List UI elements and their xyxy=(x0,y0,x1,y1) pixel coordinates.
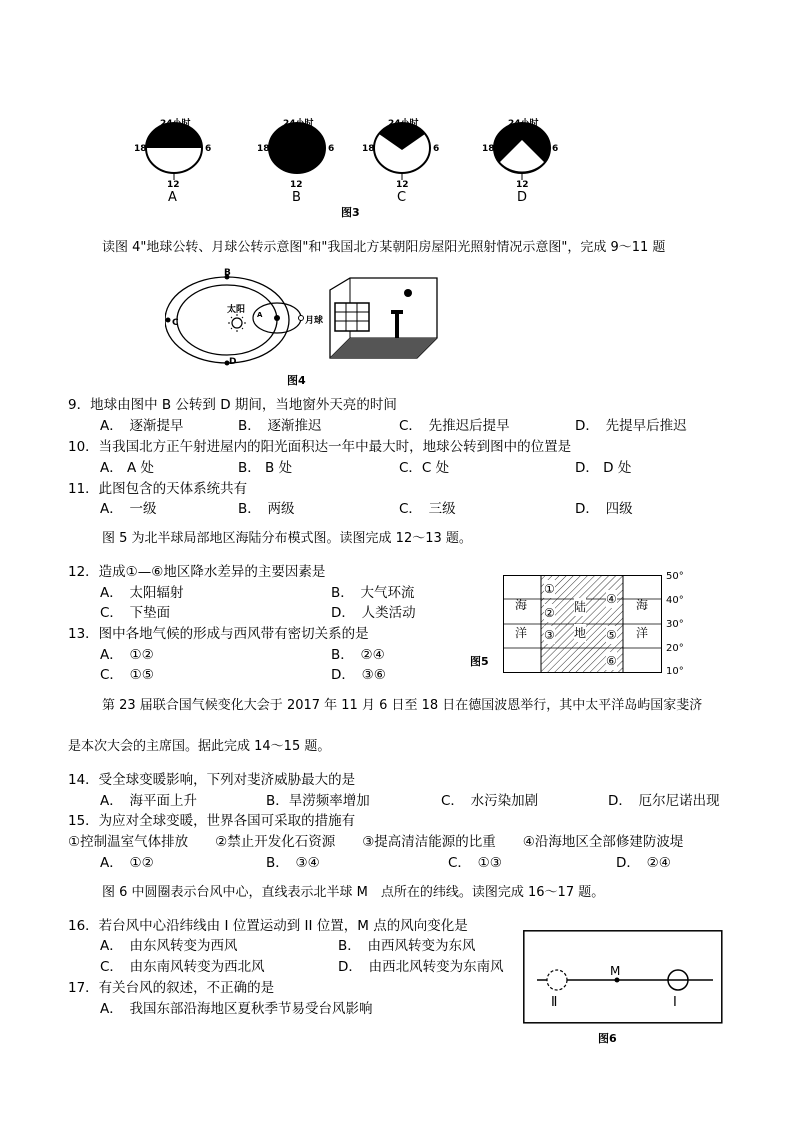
fig5-lat-30: 30° xyxy=(666,619,684,630)
fig5-region-4: ④ xyxy=(606,592,617,606)
fig5-sea-right-2: 洋 xyxy=(636,626,649,640)
fig6-pos1-label: Ⅰ xyxy=(673,995,677,1010)
q17-stem: 17．有关台风的叙述，不正确的是 xyxy=(68,980,275,996)
q11-option-b[interactable]: B． 两级 xyxy=(238,501,295,517)
figure-6-caption: 图6 xyxy=(598,1032,617,1045)
sun-icon xyxy=(232,318,242,328)
clock-a-label-bottom: 12 xyxy=(167,180,180,190)
figure-5-caption: 图5 xyxy=(470,655,489,668)
q15-option-a[interactable]: A． ①② xyxy=(100,855,154,871)
q15-option-b[interactable]: B． ③④ xyxy=(266,855,320,871)
q16-option-d[interactable]: D． 由西北风转变为东南风 xyxy=(338,959,504,975)
fig4-point-c: C xyxy=(172,318,179,328)
q12-option-a[interactable]: A． 太阳辐射 xyxy=(100,585,184,601)
clock-a-label-top: 24小时 xyxy=(160,119,191,129)
fig4-point-b: B xyxy=(224,268,231,278)
q10-option-d[interactable]: D． D 处 xyxy=(575,460,632,476)
clock-b-label-top: 24小时 xyxy=(283,119,314,129)
fig5-region-5: ⑤ xyxy=(606,628,617,642)
q14-option-b[interactable]: B．旱涝频率增加 xyxy=(266,793,370,809)
fig4-point-d: D xyxy=(229,357,237,367)
fig5-lat-40: 40° xyxy=(666,595,684,606)
clock-c-label-right: 6 xyxy=(433,144,440,154)
q13-option-d[interactable]: D． ③⑥ xyxy=(331,667,386,683)
q15-stem: 15．为应对全球变暖，世界各国可采取的措施有 xyxy=(68,813,356,829)
q16-option-c[interactable]: C． 由东南风转变为西北风 xyxy=(100,959,265,975)
clock-d-label-top: 24小时 xyxy=(508,119,539,129)
clock-d xyxy=(494,123,550,180)
intro-14-15-line2: 是本次大会的主席国。据此完成 14～15 题。 xyxy=(68,739,331,754)
clock-b xyxy=(269,123,325,173)
q13-option-c[interactable]: C． ①⑤ xyxy=(100,667,154,683)
q13-option-a[interactable]: A． ①② xyxy=(100,647,154,663)
fig4-moon-label: 月球 xyxy=(305,316,324,326)
q9-option-d[interactable]: D． 先提早后推迟 xyxy=(575,418,687,434)
q14-stem: 14．受全球变暖影响，下列对斐济威胁最大的是 xyxy=(68,772,356,788)
q15-option-c[interactable]: C． ①③ xyxy=(448,855,502,871)
q13-stem: 13．图中各地气候的形成与西风带有密切关系的是 xyxy=(68,626,369,642)
clock-b-label-left: 18 xyxy=(257,144,270,154)
clock-b-label-bottom: 12 xyxy=(290,180,303,190)
q16-option-b[interactable]: B． 由西风转变为东风 xyxy=(338,938,476,954)
clock-a-label-right: 6 xyxy=(205,144,212,154)
q16-option-a[interactable]: A． 由东风转变为西风 xyxy=(100,938,238,954)
q11-stem: 11．此图包含的天体系统共有 xyxy=(68,481,248,497)
clock-d-label-right: 6 xyxy=(552,144,559,154)
fig5-land-2: 地 xyxy=(574,626,587,640)
q14-option-a[interactable]: A． 海平面上升 xyxy=(100,793,197,809)
q10-option-b[interactable]: B． B 处 xyxy=(238,460,293,476)
fig5-lat-50: 50° xyxy=(666,571,684,582)
clock-b-label-right: 6 xyxy=(328,144,335,154)
q14-option-c[interactable]: C． 水污染加剧 xyxy=(441,793,539,809)
clock-a-letter: A xyxy=(168,190,177,205)
clock-a xyxy=(146,123,202,180)
earth-orbit xyxy=(165,277,289,363)
fig5-sea-left-2: 洋 xyxy=(515,626,528,640)
q10-option-a[interactable]: A． A 处 xyxy=(100,460,155,476)
fig5-sea-left-1: 海 xyxy=(515,598,528,612)
clock-c-letter: C xyxy=(397,190,407,205)
q15-items: ①控制温室气体排放 ②禁止开发化石资源 ③提高清洁能源的比重 ④沿海地区全部修建防波堤 xyxy=(68,834,684,850)
intro-16-17: 图 6 中圆圈表示台风中心，直线表示北半球 M 点所在的纬线。读图完成 16～17 题。 xyxy=(102,885,605,900)
figure-3-caption: 图3 xyxy=(341,206,360,219)
clock-b-letter: B xyxy=(292,190,301,205)
fig5-region-3: ③ xyxy=(544,628,555,642)
house-diagram xyxy=(330,278,437,358)
q11-option-c[interactable]: C． 三级 xyxy=(399,501,456,517)
q9-option-c[interactable]: C． 先推迟后提早 xyxy=(399,418,510,434)
q12-stem: 12．造成①—⑥地区降水差异的主要因素是 xyxy=(68,564,326,580)
fig4-sun-label: 太阳 xyxy=(227,305,246,315)
clock-a-label-left: 18 xyxy=(134,144,147,154)
fig5-sea-right-1: 海 xyxy=(636,598,649,612)
q10-option-c[interactable]: C．C 处 xyxy=(399,460,450,476)
q16-stem: 16．若台风中心沿纬线由 I 位置运动到 II 位置，M 点的风向变化是 xyxy=(68,918,468,934)
fig5-lat-10: 10° xyxy=(666,666,684,677)
clock-d-label-left: 18 xyxy=(482,144,495,154)
q15-option-d[interactable]: D． ②④ xyxy=(616,855,671,871)
clock-d-letter: D xyxy=(517,190,528,205)
q13-option-b[interactable]: B． ②④ xyxy=(331,647,385,663)
q17-option-a[interactable]: A． 我国东部沿海地区夏秋季节易受台风影响 xyxy=(100,1001,373,1017)
intro-14-15-line1: 第 23 届联合国气候变化大会于 2017 年 11 月 6 日至 18 日在德国波恩举行，其中太平洋岛屿国家斐济 xyxy=(102,698,703,713)
fig5-lat-20: 20° xyxy=(666,643,684,654)
fig5-region-1: ① xyxy=(544,582,555,596)
fig6-m-label: M xyxy=(610,964,621,978)
clock-c-label-top: 24小时 xyxy=(388,119,419,129)
typhoon-position-2 xyxy=(547,970,567,990)
intro-9-11: 读图 4"地球公转、月球公转示意图"和"我国北方某朝阳房屋阳光照射情况示意图"，完成 9～11 题 xyxy=(102,240,666,255)
q12-option-b[interactable]: B． 大气环流 xyxy=(331,585,415,601)
fig6-pos2-label: Ⅱ xyxy=(551,995,558,1010)
q14-option-d[interactable]: D． 厄尔尼诺出现 xyxy=(608,793,720,809)
clock-c-label-bottom: 12 xyxy=(396,180,409,190)
clock-c-label-left: 18 xyxy=(362,144,375,154)
fig5-region-2: ② xyxy=(544,606,555,620)
fig4-point-a: A xyxy=(257,311,263,319)
q9-option-a[interactable]: A． 逐渐提早 xyxy=(100,418,184,434)
figure-4-caption: 图4 xyxy=(287,374,306,387)
q10-stem: 10．当我国北方正午射进屋内的阳光面积达一年中最大时，地球公转到图中的位置是 xyxy=(68,439,572,455)
q11-option-a[interactable]: A． 一级 xyxy=(100,501,157,517)
clock-c xyxy=(374,123,430,180)
q9-option-b[interactable]: B． 逐渐推迟 xyxy=(238,418,322,434)
intro-12-13: 图 5 为北半球局部地区海陆分布模式图。读图完成 12～13 题。 xyxy=(102,531,472,546)
q12-option-d[interactable]: D． 人类活动 xyxy=(331,605,416,621)
fig5-region-6: ⑥ xyxy=(606,654,617,668)
q12-option-c[interactable]: C． 下垫面 xyxy=(100,605,171,621)
q11-option-d[interactable]: D． 四级 xyxy=(575,501,633,517)
clock-d-label-bottom: 12 xyxy=(516,180,529,190)
q9-stem: 9．地球由图中 B 公转到 D 期间，当地窗外天亮的时间 xyxy=(68,397,397,413)
fig5-land-1: 陆 xyxy=(574,600,587,614)
